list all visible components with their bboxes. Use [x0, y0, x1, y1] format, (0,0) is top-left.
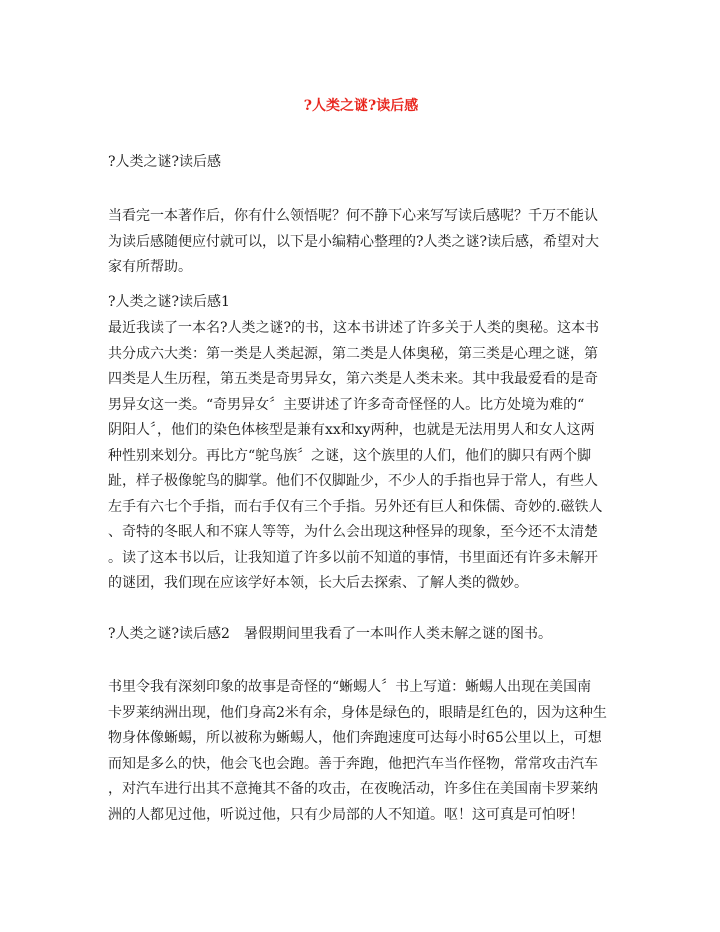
section2-line: 书里令我有深刻印象的故事是奇怪的“蜥蜴人〞书上写道：蜥蜴人出现在美国南	[108, 679, 592, 695]
intro-line: 为读后感随便应付就可以，以下是小编精心整理的?人类之谜?读后感，希望对大	[108, 233, 600, 250]
section1-line: 、奇特的冬眠人和不寐人等等，为什么会出现这种怪异的现象，至今还不太清楚	[108, 524, 598, 540]
section2-paragraph	[108, 675, 614, 828]
section1-line: 最近我读了一本名?人类之谜?的书，这本书讲述了许多关于人类的奥秘。这本书	[108, 320, 600, 336]
document-subtitle: ?人类之谜?读后感	[108, 154, 222, 170]
document-title: ?人类之谜?读后感	[303, 98, 419, 114]
section1-line: 的谜团，我们现在应该学好本领，长大后去探索、了解人类的微妙。	[108, 575, 528, 591]
section2-heading-line	[108, 622, 614, 648]
section2-heading: ?人类之谜?读后感2	[108, 626, 230, 642]
section1-line: 男异女这一类。“奇男异女〞主要讲述了许多奇奇怪怪的人。比方处境为难的“	[108, 396, 585, 413]
section1-line: 共分成六大类：第一类是人类起源，第二类是人体奥秘，第三类是心理之谜，第	[108, 345, 598, 362]
section1-line: 左手有六七个手指，而右手仅有三个手指。另外还有巨人和侏儒、奇妙的.磁铁人	[108, 498, 603, 515]
section1-line: 趾，样子极像鸵鸟的脚掌。他们不仅脚趾少，不少人的手指也异于常人，有些人	[108, 473, 598, 489]
section2-line: 物身体像蜥蜴，所以被称为蜥蜴人，他们奔跑速度可达每小时65公里以上，可想	[108, 730, 602, 746]
section1-heading: ?人类之谜?读后感1	[108, 294, 230, 310]
section2-first-line: 暑假期间里我看了一本叫作人类未解之谜的图书。	[244, 626, 552, 642]
section1-paragraph	[108, 316, 614, 597]
section2-line: 而知是多么的快，他会飞也会跑。善于奔跑，他把汽车当作怪物，常常攻击汽车	[108, 755, 598, 772]
section1-line: 四类是人生历程，第五类是奇男异女，第六类是人类未来。其中我最爱看的是奇	[108, 371, 598, 387]
section1-line: 。读了这本书以后，让我知道了许多以前不知道的事情，书里面还有许多未解开	[108, 549, 598, 566]
section2-line: 卡罗莱纳洲出现，他们身高2米有余，身体是绿色的，眼睛是红色的，因为这种生	[108, 704, 607, 721]
intro-paragraph	[108, 204, 614, 281]
section1-line: 种性别来划分。再比方“鸵鸟族〞之谜，这个族里的人们，他们的脚只有两个脚	[108, 447, 592, 464]
section2-line: 洲的人都见过他，听说过他，只有少局部的人不知道。呕！这可真是可怕呀！	[108, 806, 584, 823]
intro-line: 家有所帮助。	[108, 259, 192, 275]
section2-line: ，对汽车进行出其不意掩其不备的攻击，在夜晚活动，许多住在美国南卡罗莱纳	[108, 781, 598, 797]
intro-line: 当看完一本著作后，你有什么领悟呢？何不静下心来写写读后感呢？千万不能认	[108, 208, 598, 224]
section1-line: 阴阳人〞，他们的染色体核型是兼有xx和xy两种，也就是无法用男人和女人这两	[108, 422, 595, 438]
